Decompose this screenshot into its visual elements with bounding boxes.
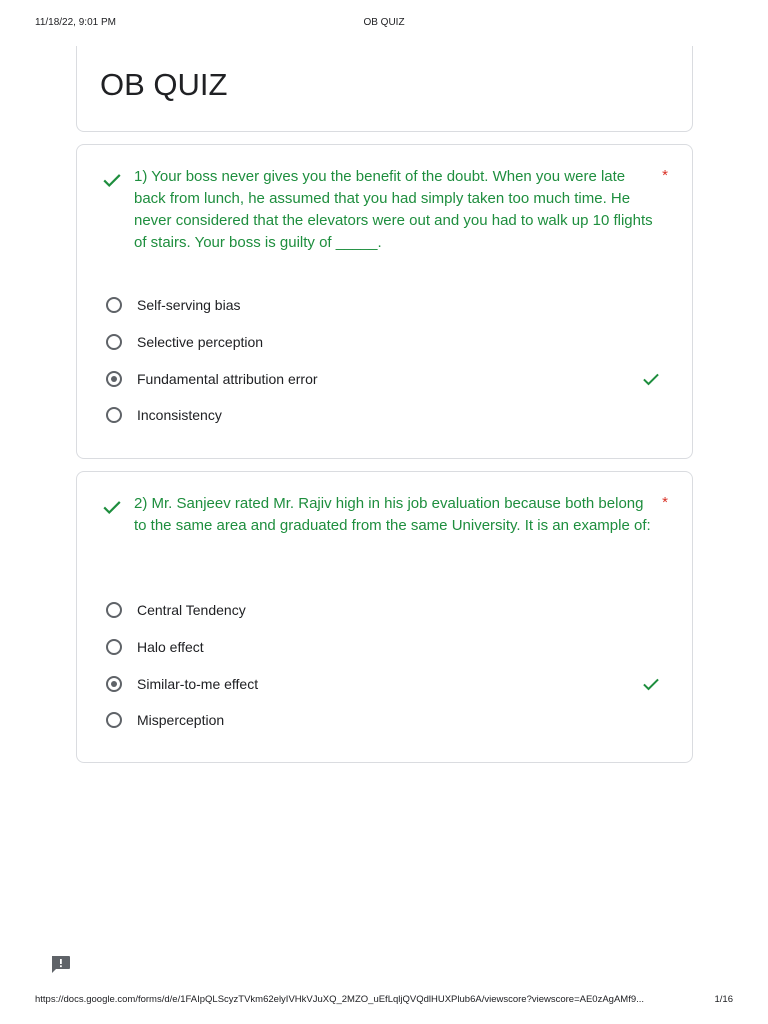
option-label: Self-serving bias — [137, 297, 241, 314]
option-label: Fundamental attribution error — [137, 370, 318, 387]
option-misperception[interactable] — [106, 702, 662, 739]
print-footer — [35, 994, 733, 1008]
question-text: 1) Your boss never gives you the benefit of the doubt. When you were late back from lunch, he assumed that you had simply taken too much time. He never considered that the elevators were out and you had to walk up 10 flights of stairs. Your boss is guilty of _____. — [134, 168, 653, 251]
options-list — [106, 287, 662, 434]
option-label: Central Tendency — [137, 602, 246, 619]
radio-button[interactable] — [106, 407, 122, 423]
radio-button-selected[interactable] — [106, 371, 122, 387]
correct-check-icon — [640, 369, 662, 389]
option-self-serving-bias[interactable] — [106, 287, 662, 324]
radio-button[interactable] — [106, 297, 122, 313]
option-label: Inconsistency — [137, 407, 222, 424]
question-card-2 — [76, 471, 693, 763]
option-halo-effect[interactable] — [106, 629, 662, 666]
radio-button[interactable] — [106, 712, 122, 728]
option-fundamental-attribution-error[interactable] — [106, 360, 662, 397]
print-title: OB QUIZ — [363, 17, 405, 28]
required-asterisk: * — [662, 494, 668, 511]
radio-button[interactable] — [106, 602, 122, 618]
option-label: Halo effect — [137, 639, 204, 656]
print-url: https://docs.google.com/forms/d/e/1FAIpQLScyzTVkm62elyIVHkVJuXQ_2MZO_uEfLqljQVQdlHUXPlub6A/viewscore?viewscore=AE0zAgAMf9... — [35, 994, 645, 1005]
option-label: Selective perception — [137, 334, 264, 351]
check-icon — [101, 496, 123, 518]
feedback-icon[interactable] — [50, 955, 71, 974]
option-similar-to-me-effect[interactable] — [106, 665, 662, 702]
radio-button-selected[interactable] — [106, 676, 122, 692]
option-selective-perception[interactable] — [106, 324, 662, 361]
option-inconsistency[interactable] — [106, 397, 662, 434]
radio-button[interactable] — [106, 639, 122, 655]
question-card-1 — [76, 144, 693, 459]
question-text: 2) Mr. Sanjeev rated Mr. Rajiv high in his job evaluation because both belong to the same area and graduated from the same University. It is an example of: — [134, 495, 651, 534]
print-datetime: 11/18/22, 9:01 PM — [35, 17, 116, 28]
required-asterisk: * — [662, 167, 668, 184]
radio-button[interactable] — [106, 334, 122, 350]
option-label: Misperception — [137, 712, 225, 729]
option-label: Similar-to-me effect — [137, 675, 259, 692]
correct-check-icon — [640, 674, 662, 694]
options-list — [106, 592, 662, 739]
check-icon — [101, 169, 123, 191]
page-number: 1/16 — [714, 994, 733, 1005]
form-title: OB QUIZ — [100, 67, 228, 102]
form-title-card — [76, 46, 693, 132]
print-header — [35, 17, 733, 31]
option-central-tendency[interactable] — [106, 592, 662, 629]
